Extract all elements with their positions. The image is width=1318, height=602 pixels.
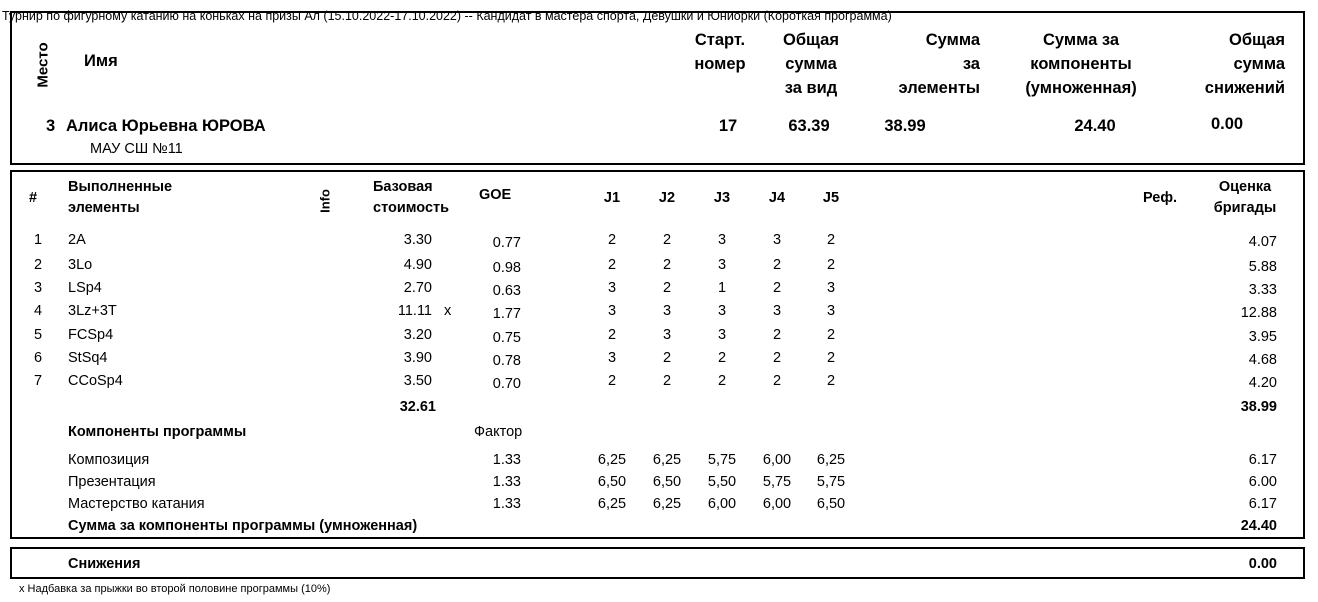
row-bonus: x [444, 303, 452, 319]
skater-start-no: 17 [718, 117, 738, 135]
row-element: 3Lo [68, 257, 93, 273]
col-header-executed: Выполненные элементы [68, 179, 173, 216]
row-score: 4.07 [1248, 234, 1277, 250]
component-score: 6.17 [1248, 452, 1277, 468]
factor-label: Фактор [474, 424, 523, 440]
component-name: Композиция [68, 452, 150, 468]
row-num: 7 [34, 373, 43, 389]
row-element: LSp4 [68, 280, 102, 296]
row-num: 6 [34, 350, 43, 366]
component-j5: 5,75 [816, 474, 846, 490]
row-base: 3.20 [403, 327, 432, 343]
row-j5: 3 [826, 280, 836, 296]
component-j2: 6,25 [652, 452, 682, 468]
col-header-panel: Оценка бригады [1213, 179, 1277, 216]
row-j2: 2 [662, 373, 672, 389]
row-goe: 0.70 [492, 376, 521, 392]
component-j4: 6,00 [762, 452, 792, 468]
header-name: Имя [84, 52, 118, 70]
component-j3: 5,75 [707, 452, 737, 468]
row-j2: 2 [662, 350, 672, 366]
row-j4: 2 [772, 327, 782, 343]
row-element: 2A [68, 232, 86, 248]
row-element: FCSp4 [68, 327, 114, 343]
row-j2: 3 [662, 303, 672, 319]
col-header-j5: J5 [822, 190, 840, 206]
component-j1: 6,25 [597, 452, 627, 468]
row-j5: 2 [826, 350, 836, 366]
row-goe: 0.98 [492, 260, 521, 276]
page-title: Турнир по фигурному катанию на коньках на призы Ал (15.10.2022-17.10.2022) -- Кандидат в мастера спорта, Девушки и Юниорки (Короткая программа) [2, 9, 892, 23]
row-j3: 3 [717, 303, 727, 319]
component-j2: 6,50 [652, 474, 682, 490]
component-j5: 6,25 [816, 452, 846, 468]
row-num: 2 [34, 257, 43, 273]
row-j4: 3 [772, 232, 782, 248]
skater-name: Алиса Юрьевна ЮРОВА [66, 117, 266, 135]
col-header-goe: GOE [479, 187, 512, 203]
row-j3: 2 [717, 350, 727, 366]
component-j4: 6,00 [762, 496, 792, 512]
component-j2: 6,25 [652, 496, 682, 512]
col-header-j3: J3 [713, 190, 731, 206]
component-score: 6.00 [1248, 474, 1277, 490]
component-factor: 1.33 [492, 452, 521, 468]
row-j1: 2 [607, 257, 617, 273]
row-base: 3.30 [403, 232, 432, 248]
deductions-value: 0.00 [1248, 556, 1277, 572]
row-j4: 2 [772, 373, 782, 389]
row-num: 1 [34, 232, 43, 248]
deductions-box [10, 547, 1305, 579]
col-header-j2: J2 [658, 190, 676, 206]
component-name: Презентация [68, 474, 156, 490]
row-j2: 2 [662, 257, 672, 273]
row-j5: 2 [826, 232, 836, 248]
row-j4: 3 [772, 303, 782, 319]
col-header-ref: Реф. [1143, 190, 1178, 206]
row-j1: 3 [607, 350, 617, 366]
header-place: Место [34, 42, 52, 88]
row-j3: 1 [717, 280, 727, 296]
components-total: 24.40 [1240, 518, 1277, 534]
row-j1: 3 [607, 303, 617, 319]
component-name: Мастерство катания [68, 496, 205, 512]
row-goe: 0.78 [492, 353, 521, 369]
skater-total-segment: 63.39 [788, 117, 830, 135]
row-num: 5 [34, 327, 43, 343]
row-j5: 2 [826, 327, 836, 343]
row-j1: 2 [607, 327, 617, 343]
deductions-label: Снижения [68, 556, 141, 572]
row-j3: 3 [717, 327, 727, 343]
header-total-segment: Общая сумма за вид [783, 31, 839, 97]
component-factor: 1.33 [492, 496, 521, 512]
footnote: x Надбавка за прыжки во второй половине программы (10%) [19, 583, 331, 595]
row-num: 4 [34, 303, 43, 319]
row-j4: 2 [772, 257, 782, 273]
row-j1: 3 [607, 280, 617, 296]
skater-components-sum: 24.40 [1074, 117, 1116, 135]
skater-club: МАУ СШ №11 [90, 141, 183, 157]
row-j3: 3 [717, 257, 727, 273]
header-elements-sum: Сумма за элементы [898, 31, 980, 97]
row-score: 4.68 [1248, 352, 1277, 368]
row-j5: 2 [826, 373, 836, 389]
row-base: 3.50 [403, 373, 432, 389]
col-header-info: Info [317, 189, 333, 213]
row-score: 12.88 [1240, 305, 1277, 321]
row-num: 3 [34, 280, 43, 296]
row-base: 4.90 [403, 257, 432, 273]
skater-deductions: 0.00 [1210, 115, 1244, 133]
component-score: 6.17 [1248, 496, 1277, 512]
row-goe: 0.63 [492, 283, 521, 299]
row-element: 3Lz+3T [68, 303, 117, 319]
row-j2: 3 [662, 327, 672, 343]
component-j3: 6,00 [707, 496, 737, 512]
header-components-sum: Сумма за компоненты (умноженная) [1025, 31, 1137, 97]
base-total: 32.61 [399, 399, 436, 415]
row-j5: 3 [826, 303, 836, 319]
row-j1: 2 [607, 373, 617, 389]
row-j2: 2 [662, 280, 672, 296]
row-j4: 2 [772, 280, 782, 296]
row-element: CCoSp4 [68, 373, 123, 389]
row-goe: 1.77 [492, 306, 521, 322]
row-j2: 2 [662, 232, 672, 248]
component-j5: 6,50 [816, 496, 846, 512]
row-j1: 2 [607, 232, 617, 248]
row-goe: 0.75 [492, 330, 521, 346]
row-goe: 0.77 [492, 235, 521, 251]
row-base: 3.90 [403, 350, 432, 366]
components-total-label: Сумма за компоненты программы (умноженная) [68, 518, 418, 534]
score-total: 38.99 [1240, 399, 1277, 415]
row-score: 3.95 [1248, 329, 1277, 345]
row-j5: 2 [826, 257, 836, 273]
component-j4: 5,75 [762, 474, 792, 490]
col-header-j1: J1 [603, 190, 621, 206]
row-j4: 2 [772, 350, 782, 366]
skater-elements-sum: 38.99 [884, 117, 926, 135]
row-element: StSq4 [68, 350, 108, 366]
col-header-j4: J4 [768, 190, 786, 206]
component-j1: 6,50 [597, 474, 627, 490]
row-base: 2.70 [403, 280, 432, 296]
row-score: 4.20 [1248, 375, 1277, 391]
header-deductions-total: Общая сумма снижений [1204, 31, 1285, 97]
col-header-num: # [29, 190, 38, 206]
component-factor: 1.33 [492, 474, 521, 490]
row-score: 5.88 [1248, 259, 1277, 275]
header-start-no: Старт. номер [694, 31, 746, 73]
skater-place: 3 [46, 117, 56, 135]
col-header-base: Базовая стоимость [373, 179, 450, 216]
components-title: Компоненты программы [68, 424, 247, 440]
row-j3: 3 [717, 232, 727, 248]
row-score: 3.33 [1248, 282, 1277, 298]
row-base: 11.11 [397, 303, 432, 319]
row-j3: 2 [717, 373, 727, 389]
component-j3: 5,50 [707, 474, 737, 490]
component-j1: 6,25 [597, 496, 627, 512]
